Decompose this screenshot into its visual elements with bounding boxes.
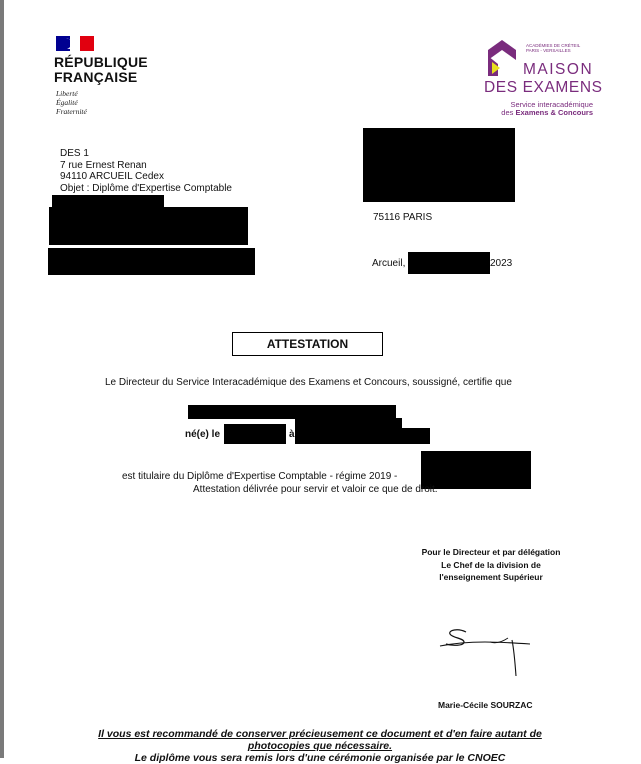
sender-address-line4: Objet : Diplôme d'Expertise Comptable <box>60 182 232 194</box>
maison-service-line1: Service interacadémique <box>510 100 593 109</box>
redacted-date <box>408 252 490 274</box>
purpose-line: Attestation délivrée pour servir et valoir ce que de droit. <box>193 484 438 495</box>
date-year: 2023 <box>490 258 513 269</box>
signature-line2: Le Chef de la division de <box>441 559 541 570</box>
maison-small-line2: PARIS - VERSAILLES <box>526 48 571 53</box>
signature-block <box>396 546 586 584</box>
maison-service-bold: Examens & Concours <box>515 108 593 117</box>
born-at: à <box>289 429 295 440</box>
attestation-title: ATTESTATION <box>232 332 383 356</box>
signature-line3: l'enseignement Supérieur <box>439 572 543 582</box>
attestation-intro: Le Directeur du Service Interacadémique des Examens et Concours, soussigné, certifie que <box>105 377 512 388</box>
sender-address-line3: 94110 ARCUEIL Cedex <box>60 171 164 182</box>
born-prefix: né(e) le <box>185 429 221 440</box>
maison-academies-text <box>526 43 580 53</box>
signature-line1: Pour le Directeur et par délégation <box>421 547 561 557</box>
signer-name: Marie-Cécile SOURZAC <box>438 700 533 710</box>
maison-small-line1: ACADÉMIES DE CRÉTEIL <box>526 43 581 48</box>
redacted-block <box>49 207 248 245</box>
republique-francaise-title <box>54 55 148 85</box>
redacted-birth-place <box>295 428 430 444</box>
maison-des-examens-house-icon <box>484 36 520 80</box>
redacted-block <box>52 195 164 207</box>
sender-address-line1: DES 1 <box>60 148 89 159</box>
page-left-edge <box>0 0 4 758</box>
republique-title-line1: RÉPUBLIQUE <box>54 54 148 70</box>
redacted-recipient-block <box>363 128 515 202</box>
maison-service-line2 <box>501 109 593 117</box>
motto-egalite: Égalité <box>56 98 78 107</box>
redacted-birth-date <box>224 424 286 444</box>
motto-liberte: Liberté <box>56 89 78 98</box>
date-prefix: Arcueil, <box>372 258 406 269</box>
sender-address-line2: 7 rue Ernest Renan <box>60 159 147 171</box>
notice-line2: photocopies que nécessaire. <box>247 740 393 752</box>
sender-address-block <box>60 148 232 194</box>
marianne-flag-logo <box>56 36 94 51</box>
maison-word: MAISON <box>523 61 594 78</box>
motto-fraternite: Fraternité <box>56 107 87 116</box>
recipient-city: 75116 PARIS <box>373 212 433 223</box>
keep-document-notice <box>40 728 600 752</box>
maison-service-prefix: des <box>501 108 516 117</box>
notice-line1: Il vous est recommandé de conserver précieusement ce document et d'en faire autant de <box>98 728 542 740</box>
des-examens-word: DES EXAMENS <box>484 79 603 96</box>
redacted-block <box>48 248 255 275</box>
republique-title-line2: FRANÇAISE <box>54 69 138 85</box>
redacted-holder-name <box>188 405 396 419</box>
ceremony-notice: Le diplôme vous sera remis lors d'une cérémonie organisée par le CNOEC <box>134 752 506 764</box>
republique-motto <box>56 89 87 116</box>
holder-diploma-line: est titulaire du Diplôme d'Expertise Comptable - régime 2019 - <box>122 471 398 482</box>
handwritten-signature <box>430 620 550 680</box>
